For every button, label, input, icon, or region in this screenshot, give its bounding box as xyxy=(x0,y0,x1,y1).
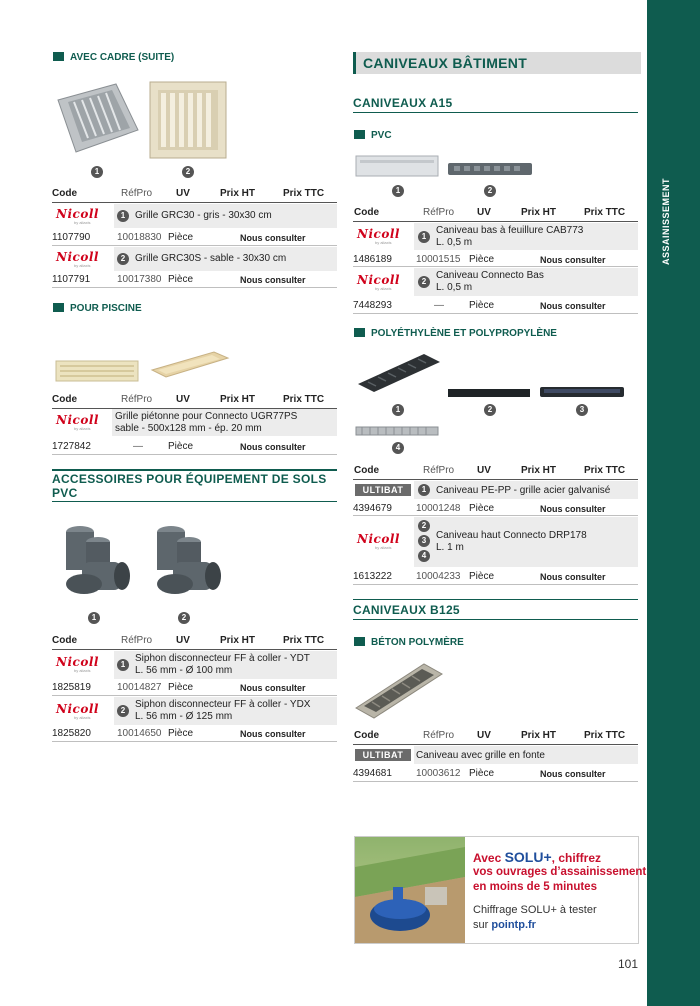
section-title-accessoires: ACCESSOIRES POUR ÉQUIPEMENT DE SOLS PVC xyxy=(52,472,327,500)
product-uv: Pièce xyxy=(168,441,194,452)
column-header-prix-ht: Prix HT xyxy=(220,635,256,646)
promo-line-4: Chiffrage SOLU+ à tester xyxy=(473,904,597,916)
image-number: 2 xyxy=(484,404,496,416)
caniveau-connecto-bas-image xyxy=(446,160,534,180)
section-title-pour-piscine: POUR PISCINE xyxy=(53,303,142,314)
column-header-refpro: RéfPro xyxy=(121,635,153,646)
product-refpro: 10018830 xyxy=(117,232,162,243)
product-refpro: 10017380 xyxy=(117,274,162,285)
caniveau-pe-pp-image xyxy=(354,350,444,396)
column-header-code: Code xyxy=(354,730,379,741)
product-refpro: 10014650 xyxy=(117,728,162,739)
image-number: 1 xyxy=(392,404,404,416)
image-number: 2 xyxy=(484,185,496,197)
main-section-title: CANIVEAUX BÂTIMENT xyxy=(363,55,528,71)
column-header-prix-ht: Prix HT xyxy=(521,465,557,476)
caniveau-beton-image xyxy=(354,660,444,722)
column-header-refpro: RéfPro xyxy=(121,394,153,405)
column-header-refpro: RéfPro xyxy=(121,188,153,199)
product-uv: Pièce xyxy=(469,300,495,311)
product-price: Nous consulter xyxy=(240,442,306,452)
ultibat-logo: ULTIBAT xyxy=(355,484,411,496)
siphon-ydx-image xyxy=(145,520,223,602)
solu-plus-promo-banner[interactable] xyxy=(354,836,647,944)
product-description: Siphon disconnecteur FF à coller - YDX L. 56 mm - Ø 125 mm xyxy=(135,699,311,722)
column-header-uv: UV xyxy=(176,394,190,405)
image-number: 2 xyxy=(178,612,190,624)
product-uv: Pièce xyxy=(168,274,194,285)
grille-pietonne-image xyxy=(54,356,140,386)
row-number: 1 xyxy=(418,484,430,496)
column-header-prix-ht: Prix HT xyxy=(220,188,256,199)
product-code: 1825820 xyxy=(52,728,91,739)
column-header-prix-ht: Prix HT xyxy=(220,394,256,405)
section-title-a15: CANIVEAUX A15 xyxy=(353,96,453,110)
column-header-prix-ttc: Prix TTC xyxy=(584,730,626,741)
row-number: 1 xyxy=(117,210,129,222)
sidebar-band xyxy=(647,0,700,1006)
column-header-prix-ttc: Prix TTC xyxy=(283,635,325,646)
promo-illustration xyxy=(355,837,465,943)
column-header-uv: UV xyxy=(477,207,491,218)
image-number: 1 xyxy=(91,166,103,178)
column-header-refpro: RéfPro xyxy=(423,730,455,741)
row-number: 2 xyxy=(117,253,129,265)
product-price: Nous consulter xyxy=(240,729,306,739)
column-header-code: Code xyxy=(52,188,77,199)
product-uv: Pièce xyxy=(469,768,495,779)
nicoll-logo: Nicoll by aliaxis xyxy=(56,655,99,673)
product-refpro: 10014827 xyxy=(117,682,162,693)
grille-grc30-image xyxy=(52,80,142,158)
nicoll-logo: Nicoll by aliaxis xyxy=(56,702,99,720)
nicoll-logo: Nicoll by aliaxis xyxy=(357,227,400,245)
product-description: Caniveau avec grille en fonte xyxy=(416,750,545,761)
row-number: 3 xyxy=(418,535,430,547)
promo-line-1: Avec SOLU+, chiffrez xyxy=(473,849,601,865)
product-price: Nous consulter xyxy=(240,233,306,243)
caniveau-cab773-image xyxy=(354,152,440,180)
product-description: Caniveau bas à feuillure CAB773 L. 0,5 m xyxy=(436,225,584,248)
column-header-refpro: RéfPro xyxy=(423,207,455,218)
column-header-uv: UV xyxy=(176,188,190,199)
subsection-title-pvc: PVC xyxy=(354,130,392,141)
promo-line-3: en moins de 5 minutes xyxy=(473,881,597,893)
product-refpro: — xyxy=(133,441,143,452)
column-header-code: Code xyxy=(52,394,77,405)
image-number: 1 xyxy=(88,612,100,624)
column-header-code: Code xyxy=(52,635,77,646)
row-number: 4 xyxy=(418,550,430,562)
row-number: 2 xyxy=(117,705,129,717)
product-refpro: 10004233 xyxy=(416,571,461,582)
product-price: Nous consulter xyxy=(540,572,606,582)
product-code: 4394679 xyxy=(353,503,392,514)
product-refpro: 10001248 xyxy=(416,503,461,514)
section-title-b125: CANIVEAUX B125 xyxy=(353,603,460,617)
product-uv: Pièce xyxy=(168,728,194,739)
promo-line-5: sur pointp.fr xyxy=(473,919,536,931)
column-header-code: Code xyxy=(354,465,379,476)
product-uv: Pièce xyxy=(168,232,194,243)
product-description: Caniveau Connecto Bas L. 0,5 m xyxy=(436,270,544,293)
caniveau-pe-pp-3-image xyxy=(538,384,626,400)
siphon-ydt-image xyxy=(54,520,132,602)
product-description: Caniveau PE-PP - grille acier galvanisé xyxy=(436,485,611,496)
grille-grc30s-image xyxy=(148,80,228,160)
main-section-title-bar xyxy=(353,52,641,74)
product-price: Nous consulter xyxy=(540,504,606,514)
column-header-refpro: RéfPro xyxy=(423,465,455,476)
product-uv: Pièce xyxy=(469,503,495,514)
promo-link-pointp[interactable]: pointp.fr xyxy=(491,919,536,931)
product-refpro: 10003612 xyxy=(416,768,461,779)
product-code: 1486189 xyxy=(353,254,392,265)
product-code: 1613222 xyxy=(353,571,392,582)
product-uv: Pièce xyxy=(168,682,194,693)
row-number: 2 xyxy=(418,520,430,532)
product-description: Grille GRC30S - sable - 30x30 cm xyxy=(135,253,287,264)
nicoll-logo: Nicoll by aliaxis xyxy=(357,532,400,550)
column-header-uv: UV xyxy=(477,730,491,741)
column-header-prix-ht: Prix HT xyxy=(521,730,557,741)
column-header-prix-ttc: Prix TTC xyxy=(584,465,626,476)
product-code: 1727842 xyxy=(52,441,91,452)
image-number: 1 xyxy=(392,185,404,197)
section-title-avec-cadre: AVEC CADRE (SUITE) xyxy=(53,52,174,63)
product-code: 1107791 xyxy=(52,274,91,285)
row-number: 1 xyxy=(117,659,129,671)
image-number: 3 xyxy=(576,404,588,416)
column-header-uv: UV xyxy=(477,465,491,476)
product-refpro: 10001515 xyxy=(416,254,461,265)
product-price: Nous consulter xyxy=(540,255,606,265)
column-header-prix-ttc: Prix TTC xyxy=(283,188,325,199)
nicoll-logo: Nicoll by aliaxis xyxy=(56,250,99,268)
product-price: Nous consulter xyxy=(240,683,306,693)
column-header-prix-ttc: Prix TTC xyxy=(584,207,626,218)
product-price: Nous consulter xyxy=(240,275,306,285)
product-code: 7448293 xyxy=(353,300,392,311)
grille-acier-image xyxy=(354,424,440,438)
ultibat-logo: ULTIBAT xyxy=(355,749,411,761)
product-uv: Pièce xyxy=(469,571,495,582)
product-code: 1825819 xyxy=(52,682,91,693)
image-number: 4 xyxy=(392,442,404,454)
image-number: 2 xyxy=(182,166,194,178)
product-price: Nous consulter xyxy=(540,769,606,779)
nicoll-logo: Nicoll by aliaxis xyxy=(357,273,400,291)
column-header-prix-ht: Prix HT xyxy=(521,207,557,218)
row-number: 1 xyxy=(418,231,430,243)
product-description: Caniveau haut Connecto DRP178 L. 1 m xyxy=(436,530,587,553)
product-code: 1107790 xyxy=(52,232,91,243)
product-refpro: — xyxy=(434,300,444,311)
product-code: 4394681 xyxy=(353,768,392,779)
product-uv: Pièce xyxy=(469,254,495,265)
row-number: 2 xyxy=(418,276,430,288)
product-description: Grille piétonne pour Connecto UGR77PS sable - 500x128 mm - ép. 20 mm xyxy=(115,411,298,434)
nicoll-logo: Nicoll by aliaxis xyxy=(56,207,99,225)
caniveau-pe-pp-2-image xyxy=(446,386,532,400)
page-number: 101 xyxy=(617,957,638,971)
subsection-title-pe-pp: POLYÉTHYLÈNE ET POLYPROPYLÈNE xyxy=(354,328,557,339)
product-description: Grille GRC30 - gris - 30x30 cm xyxy=(135,210,272,221)
product-price: Nous consulter xyxy=(540,301,606,311)
subsection-title-beton: BÉTON POLYMÈRE xyxy=(354,637,464,648)
promo-line-2: vos ouvrages d’assainissement xyxy=(473,866,647,878)
column-header-code: Code xyxy=(354,207,379,218)
column-header-uv: UV xyxy=(176,635,190,646)
product-description: Siphon disconnecteur FF à coller - YDT L. 56 mm - Ø 100 mm xyxy=(135,653,310,676)
sidebar-label: ASSAINISSEMENT xyxy=(661,178,671,266)
nicoll-logo: Nicoll by aliaxis xyxy=(56,413,99,431)
column-header-prix-ttc: Prix TTC xyxy=(283,394,325,405)
grille-pietonne-angle-image xyxy=(148,350,230,380)
